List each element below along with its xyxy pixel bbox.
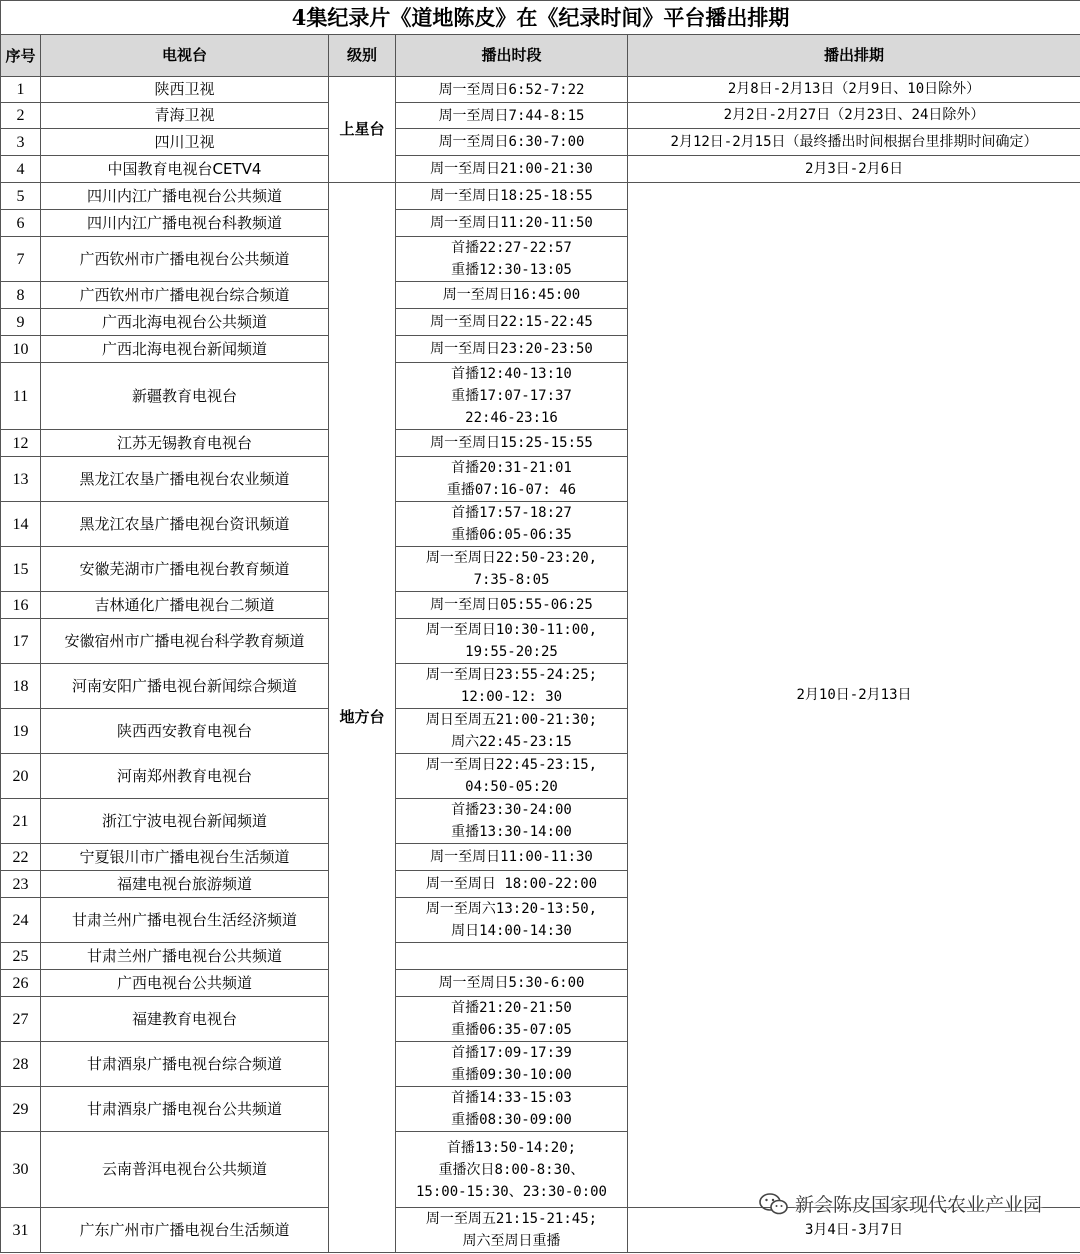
- station-name: 广西钦州市广播电视台公共频道: [41, 237, 329, 282]
- air-time: [396, 1208, 628, 1253]
- row-number: 18: [1, 664, 41, 709]
- row-number: 21: [1, 799, 41, 844]
- row-number: 9: [1, 309, 41, 336]
- watermark: [759, 1190, 1042, 1217]
- row-number: 29: [1, 1087, 41, 1132]
- row-number: 5: [1, 183, 41, 210]
- air-time-line: 12:00-12: 30: [460, 689, 563, 705]
- table-row: [1, 156, 1080, 183]
- air-time: [396, 183, 628, 210]
- table-row: [1, 77, 1080, 103]
- row-number: 17: [1, 619, 41, 664]
- air-time: [396, 210, 628, 237]
- air-time-line: 7:35-8:05: [473, 572, 550, 588]
- table-title: 4集纪录片《道地陈皮》在《纪录时间》平台播出排期: [1, 1, 1080, 35]
- row-number: 7: [1, 237, 41, 282]
- air-time-line: 周日至周五21:00-21:30;: [425, 712, 598, 728]
- station-name: 黑龙江农垦广播电视台资讯频道: [41, 502, 329, 547]
- level-local: 地方台: [329, 183, 396, 1253]
- air-time-line: 首播20:31-21:01: [451, 460, 572, 476]
- row-number: 26: [1, 970, 41, 997]
- air-time-line: 04:50-05:20: [465, 779, 558, 795]
- row-number: 20: [1, 754, 41, 799]
- row-number: 19: [1, 709, 41, 754]
- station-name: 广西北海电视台公共频道: [41, 309, 329, 336]
- air-time-line: 周一至周日21:00-21:30: [430, 161, 593, 177]
- table-row: [1, 103, 1080, 129]
- station-name: 广西北海电视台新闻频道: [41, 336, 329, 363]
- air-time-line: 周一至周日5:30-6:00: [438, 975, 585, 991]
- station-name: 四川卫视: [41, 129, 329, 156]
- air-time-line: 周一至周日7:44-8:15: [438, 107, 585, 124]
- station-name: 甘肃兰州广播电视台生活经济频道: [41, 898, 329, 943]
- air-time-line: 周一至周日10:30-11:00,: [425, 622, 598, 638]
- air-time: [396, 898, 628, 943]
- schedule: 2月3日-2月6日: [628, 156, 1080, 183]
- air-time-line: 周一至周日23:20-23:50: [430, 341, 593, 357]
- station-name: 中国教育电视台CETV4: [41, 156, 329, 183]
- row-number: 10: [1, 336, 41, 363]
- table-row: [1, 183, 1080, 210]
- air-time-line: 周一至周日18:25-18:55: [430, 188, 593, 204]
- air-time-line: 首播14:33-15:03: [451, 1090, 572, 1106]
- header-station: 电视台: [41, 35, 329, 77]
- row-number: 27: [1, 997, 41, 1042]
- air-time-line: 周一至周日05:55-06:25: [430, 597, 593, 613]
- air-time-line: 重播次日8:00-8:30、: [438, 1161, 585, 1178]
- station-name: 四川内江广播电视台公共频道: [41, 183, 329, 210]
- station-name: 甘肃酒泉广播电视台公共频道: [41, 1087, 329, 1132]
- wechat-icon: [759, 1192, 789, 1216]
- row-number: 13: [1, 457, 41, 502]
- schedule: 3月4日-3月7日: [628, 1208, 1080, 1253]
- station-name: 江苏无锡教育电视台: [41, 430, 329, 457]
- row-number: 28: [1, 1042, 41, 1087]
- air-time-line: 周六22:45-23:15: [451, 734, 572, 750]
- station-name: 广西钦州市广播电视台综合频道: [41, 282, 329, 309]
- air-time-line: 首播21:20-21:50: [451, 1000, 572, 1016]
- air-time-line: 周六至周日重播: [462, 1233, 561, 1249]
- table-row: [1, 129, 1080, 156]
- air-time: [396, 709, 628, 754]
- station-name: 安徽芜湖市广播电视台教育频道: [41, 547, 329, 592]
- station-name: 青海卫视: [41, 103, 329, 129]
- station-name: 广西电视台公共频道: [41, 970, 329, 997]
- station-name: 吉林通化广播电视台二频道: [41, 592, 329, 619]
- air-time: [396, 664, 628, 709]
- air-time-line: 首播22:27-22:57: [451, 240, 572, 256]
- air-time: [396, 1132, 628, 1208]
- row-number: 8: [1, 282, 41, 309]
- air-time: [396, 156, 628, 183]
- station-name: 福建教育电视台: [41, 997, 329, 1042]
- air-time-line: 周一至周日16:45:00: [442, 287, 581, 303]
- air-time: [396, 282, 628, 309]
- station-name: 黑龙江农垦广播电视台农业频道: [41, 457, 329, 502]
- air-time: [396, 619, 628, 664]
- air-time: [396, 103, 628, 129]
- row-number: 22: [1, 844, 41, 871]
- station-name: 云南普洱电视台公共频道: [41, 1132, 329, 1208]
- air-time-line: 首播12:40-13:10: [451, 366, 572, 382]
- air-time: [396, 547, 628, 592]
- station-name: 广东广州市广播电视台生活频道: [41, 1208, 329, 1253]
- air-time-line: 周一至周日15:25-15:55: [430, 435, 593, 451]
- air-time-line: 重播17:07-17:37: [451, 388, 572, 404]
- air-time-line: 周一至周日 18:00-22:00: [425, 876, 598, 892]
- air-time-line: 重播12:30-13:05: [451, 262, 572, 278]
- row-number: 2: [1, 103, 41, 129]
- air-time-line: 首播17:09-17:39: [451, 1045, 572, 1061]
- air-time-line: 重播06:35-07:05: [451, 1022, 572, 1038]
- air-time-line: 周一至周日23:55-24:25;: [425, 667, 598, 683]
- row-number: 11: [1, 363, 41, 430]
- row-number: 16: [1, 592, 41, 619]
- station-name: 四川内江广播电视台科教频道: [41, 210, 329, 237]
- level-satellite: 上星台: [329, 77, 396, 183]
- air-time-line: 周一至周日22:15-22:45: [430, 314, 593, 330]
- row-number: 4: [1, 156, 41, 183]
- row-number: 23: [1, 871, 41, 898]
- air-time-line: 19:55-20:25: [465, 644, 558, 660]
- station-name: 陕西西安教育电视台: [41, 709, 329, 754]
- air-time: [396, 871, 628, 898]
- air-time: [396, 1087, 628, 1132]
- air-time: [396, 754, 628, 799]
- air-time-line: 周一至周日11:20-11:50: [430, 215, 593, 231]
- air-time-line: 周一至周日22:45-23:15,: [425, 757, 598, 773]
- air-time: [396, 997, 628, 1042]
- station-name: 甘肃酒泉广播电视台综合频道: [41, 1042, 329, 1087]
- air-time-line: 周一至周日6:52-7:22: [438, 81, 585, 98]
- header-level: 级别: [329, 35, 396, 77]
- schedule: 2月12日-2月15日（最终播出时间根据台里排期时间确定）: [628, 129, 1080, 156]
- row-number: 3: [1, 129, 41, 156]
- station-name: 新疆教育电视台: [41, 363, 329, 430]
- row-number: 14: [1, 502, 41, 547]
- station-name: 甘肃兰州广播电视台公共频道: [41, 943, 329, 970]
- air-time: [396, 336, 628, 363]
- air-time: [396, 363, 628, 430]
- air-time-line: 首播17:57-18:27: [451, 505, 572, 521]
- air-time: [396, 844, 628, 871]
- air-time-line: 重播06:05-06:35: [451, 527, 572, 543]
- air-time: [396, 502, 628, 547]
- row-number: 25: [1, 943, 41, 970]
- air-time: [396, 799, 628, 844]
- air-time-line: 周日14:00-14:30: [451, 923, 572, 939]
- station-name: 宁夏银川市广播电视台生活频道: [41, 844, 329, 871]
- station-name: 安徽宿州市广播电视台科学教育频道: [41, 619, 329, 664]
- station-name: 浙江宁波电视台新闻频道: [41, 799, 329, 844]
- air-time: [396, 309, 628, 336]
- air-time: [396, 129, 628, 156]
- schedule: 2月8日-2月13日（2月9日、10日除外）: [628, 77, 1080, 103]
- air-time: [396, 943, 628, 970]
- station-name: 河南安阳广播电视台新闻综合频道: [41, 664, 329, 709]
- table-body: [1, 77, 1080, 1253]
- air-time-line: 22:46-23:16: [465, 410, 558, 426]
- station-name: 福建电视台旅游频道: [41, 871, 329, 898]
- watermark-text: 新会陈皮国家现代农业产业园: [794, 1194, 1042, 1216]
- air-time-line: 15:00-15:30、23:30-0:00: [415, 1183, 607, 1200]
- schedule: 2月2日-2月27日（2月23日、24日除外）: [628, 103, 1080, 129]
- air-time-line: 重播09:30-10:00: [451, 1067, 572, 1083]
- station-name: 陕西卫视: [41, 77, 329, 103]
- air-time: [396, 77, 628, 103]
- header-time: 播出时段: [396, 35, 628, 77]
- air-time-line: 重播08:30-09:00: [451, 1112, 572, 1128]
- header-schedule: 播出排期: [628, 35, 1080, 77]
- air-time: [396, 457, 628, 502]
- air-time-line: 周一至周日22:50-23:20,: [425, 550, 598, 566]
- air-time-line: 周一至周六13:20-13:50,: [425, 901, 598, 917]
- air-time: [396, 237, 628, 282]
- air-time-line: 首播23:30-24:00: [451, 802, 572, 818]
- row-number: 15: [1, 547, 41, 592]
- row-number: 24: [1, 898, 41, 943]
- row-number: 31: [1, 1208, 41, 1253]
- air-time-line: 周一至周日11:00-11:30: [430, 849, 593, 865]
- row-number: 6: [1, 210, 41, 237]
- air-time-line: 首播13:50-14:20;: [446, 1139, 577, 1156]
- air-time: [396, 592, 628, 619]
- air-time: [396, 1042, 628, 1087]
- air-time: [396, 430, 628, 457]
- air-time-line: 重播13:30-14:00: [451, 824, 572, 840]
- row-number: 1: [1, 77, 41, 103]
- air-time-line: 重播07:16-07: 46: [446, 482, 577, 498]
- row-number: 30: [1, 1132, 41, 1208]
- air-time-line: 周一至周五21:15-21:45;: [425, 1211, 598, 1227]
- header-seq: 序号: [1, 35, 41, 77]
- schedule-local: 2月10日-2月13日: [628, 183, 1080, 1208]
- air-time: [396, 970, 628, 997]
- station-name: 河南郑州教育电视台: [41, 754, 329, 799]
- air-time-line: 周一至周日6:30-7:00: [438, 134, 585, 150]
- row-number: 12: [1, 430, 41, 457]
